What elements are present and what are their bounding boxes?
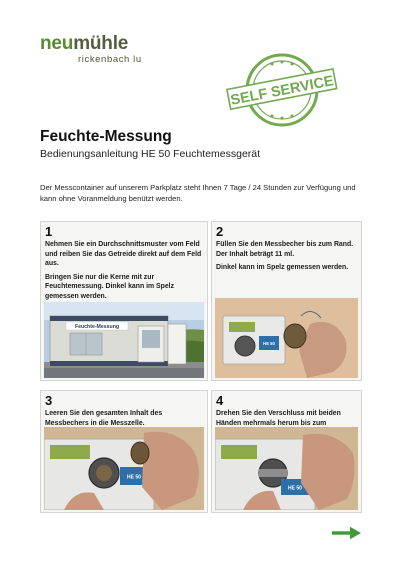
step-photo-container — [215, 427, 358, 510]
step-paragraph: Füllen Sie den Messbecher bis zum Rand. Der Inhalt beträgt 11 ml. — [216, 241, 354, 258]
device-label: HE 50 — [127, 474, 141, 481]
next-page-arrow[interactable] — [332, 526, 362, 540]
page-title: Feuchte-Messung — [40, 128, 172, 145]
step-number: 4 — [216, 393, 224, 408]
step-paragraph: Bringen Sie nur die Kerne mit zur Feuchtemessung. Dinkel kann im Spelz gemessen werden. — [45, 273, 175, 300]
logo-wordmark — [40, 34, 142, 53]
step-paragraph: Leeren Sie den gesamten Inhalt des Messbechers in die Messzelle. — [45, 410, 163, 427]
step-instructions — [216, 240, 356, 277]
device-label: HE 50 — [263, 341, 275, 346]
brand-logo — [40, 34, 142, 65]
device-label: HE 50 — [288, 485, 302, 492]
step-instructions — [45, 240, 205, 306]
intro-text: Der Messcontainer auf unserem Parkplatz steht Ihnen 7 Tage / 24 Stunden zur Verfügung und kann ohne Voranmeldung benützt werden. — [40, 183, 356, 203]
step-number: 3 — [45, 393, 53, 408]
step-panel-2 — [211, 221, 362, 381]
container-sign: Feuchte-Messung — [74, 324, 120, 331]
step-panel-1 — [40, 221, 208, 381]
step-panel-3 — [40, 390, 208, 513]
step-paragraph: Nehmen Sie ein Durchschnittsmuster vom Feld und reiben Sie das Getreide direkt auf dem Feld aus. — [45, 241, 202, 268]
step-number: 2 — [216, 224, 224, 239]
step-number: 1 — [45, 224, 53, 239]
step-photo-container — [44, 427, 204, 510]
logo-location: rickenbach lu — [78, 54, 142, 65]
step-photo-container — [44, 302, 204, 378]
logo-muehle: mühle — [73, 33, 129, 54]
step-paragraph: Drehen Sie den Verschluss mit beiden Händen mehrmals herum bis zum — [216, 410, 341, 427]
logo-neu: neu — [40, 33, 74, 54]
stamp-text: SELF SERVICE — [229, 73, 335, 109]
self-service-stamp — [226, 50, 338, 130]
page-subtitle: Bedienungsanleitung HE 50 Feuchtemessgerät — [40, 148, 261, 160]
arrow-right-icon — [332, 526, 362, 540]
step-paragraph: Dinkel kann im Spelz gemessen werden. — [216, 264, 349, 272]
step-photo-container — [215, 298, 358, 378]
step-panel-4 — [211, 390, 362, 513]
